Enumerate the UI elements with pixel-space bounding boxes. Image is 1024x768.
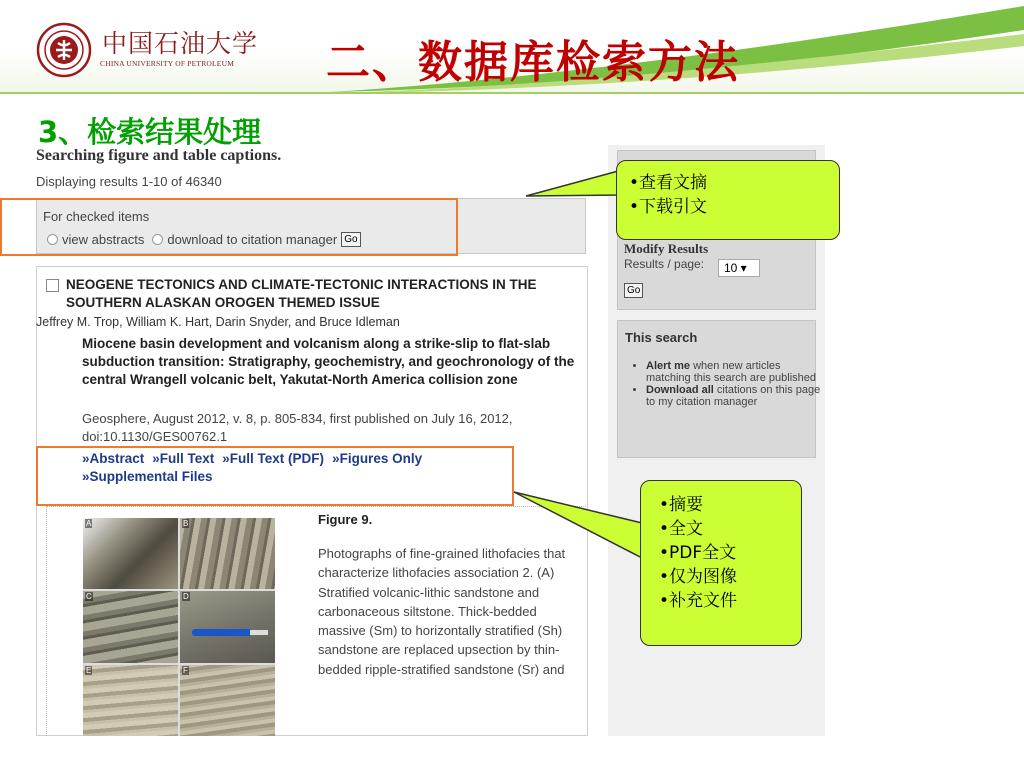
callout-figures-only: •仅为图像 (659, 567, 738, 587)
view-abstracts-label: view abstracts (62, 232, 145, 247)
checked-items-label: For checked items (43, 209, 150, 224)
photo-e: E (83, 665, 178, 736)
photo-d: D (180, 591, 275, 662)
photo-f: F (180, 665, 275, 736)
logo-chinese-text: 中国石油大学 (102, 29, 259, 58)
callout-view-abstracts: •查看文摘 (629, 173, 708, 193)
download-citation-label: download to citation manager (167, 232, 338, 247)
download-all-item[interactable]: • Download all citations on this page to my citation manager (646, 384, 826, 408)
figure-label: Figure 9. (318, 512, 373, 527)
photo-b: B (180, 518, 275, 589)
search-page-title: Searching figure and table captions. (36, 147, 282, 164)
callout-abstract: •摘要 (659, 495, 704, 515)
callout-download-citation: •下载引文 (629, 197, 708, 217)
modify-go-button[interactable]: Go (624, 283, 643, 298)
logo-english-text: CHINA UNIVERSITY OF PETROLEUM (100, 59, 235, 68)
article-citation: Geosphere, August 2012, v. 8, p. 805-834, first published on July 16, 2012, doi:10.1130/GES00762.1 (82, 411, 513, 444)
article-section-title: NEOGENE TECTONICS AND CLIMATE-TECTONIC INTERACTIONS IN THE SOUTHERN ALASKAN OROGEN THEMED ISSUE (66, 277, 537, 310)
callout-checked-items (616, 160, 840, 240)
photo-a: A (83, 518, 178, 589)
article-authors: Jeffrey M. Trop, William K. Hart, Darin Snyder, and Bruce Idleman (36, 315, 400, 329)
modify-results-title: Modify Results (624, 241, 709, 256)
photo-c: C (83, 591, 178, 662)
callout-links (640, 480, 802, 646)
results-count: Displaying results 1-10 of 46340 (36, 174, 222, 189)
full-text-pdf-link[interactable]: »Full Text (PDF) (222, 451, 325, 466)
results-per-page-select[interactable]: 10 ▾ (718, 259, 760, 277)
figure-caption: Photographs of fine-grained lithofacies that characterize lithofacies association 2. (A) Stratified volcanic-lithic sandstone and carbonaceous siltstone. Thick-bedded massive (Sm) to horizontally stratified (Sh) sandstone are replaced upsection by thin-bedded ripple-stratified sandstone (Sr) and (318, 546, 566, 677)
go-button[interactable]: Go (341, 232, 360, 247)
results-per-page-label: Results / page: (624, 257, 705, 271)
callout-pdf: •PDF全文 (659, 543, 737, 563)
supplemental-files-link[interactable]: »Supplemental Files (82, 469, 213, 484)
alert-me-item[interactable]: • Alert me when new articles matching this search are published (646, 360, 826, 384)
callout-full-text: •全文 (659, 519, 704, 539)
section-heading: 3、检索结果处理 (38, 115, 262, 149)
figures-only-link[interactable]: »Figures Only (332, 451, 423, 466)
full-text-link[interactable]: »Full Text (152, 451, 215, 466)
abstract-link[interactable]: »Abstract (82, 451, 145, 466)
callout-supplemental: •补充文件 (659, 591, 738, 611)
article-paper-title[interactable]: Miocene basin development and volcanism along a strike-slip to flat-slab subduction transition: Stratigraphy, geochemistry, and geochronology of the central Wrangell volcanic belt, Yakutat-North America collision zone (82, 336, 575, 387)
this-search-title: This search (625, 330, 698, 345)
slide-title: 二、数据库检索方法 (326, 37, 740, 88)
